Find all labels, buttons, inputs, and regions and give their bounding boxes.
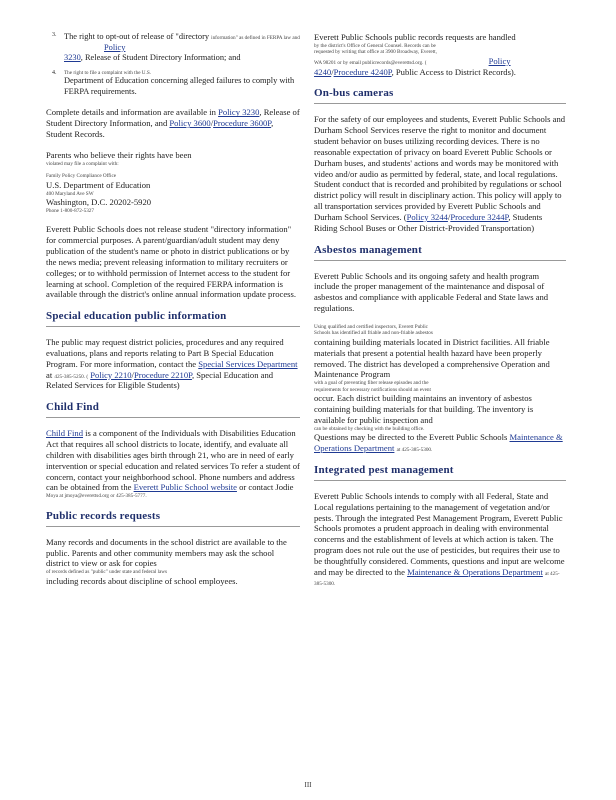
policy-4240-link[interactable]: Policy	[488, 55, 511, 66]
child-find-paragraph: Child Find is a component of the Individuals with Disabilities Education Act that requires all school districts to locate, identify, and evaluate all children with disabilities ages birth through 21, who are in need of early intervention or special education and related services To refer a student of concern, contact your neighborhood school. Phone numbers and address can be obtained from the Everett Public School website or contact Jodie Moya at jmoya@everettsd.org or 425-385-5777.	[46, 428, 300, 500]
left-column	[46, 32, 300, 597]
policy-3600-link[interactable]: Policy 3600	[169, 118, 211, 129]
procedure-4240p-link[interactable]: Procedure 4240P	[333, 66, 392, 77]
child-find-heading: Child Find	[46, 401, 300, 418]
policy-3230-link[interactable]: Policy	[104, 42, 126, 52]
public-records-paragraph: Many records and documents in the school district are available to the public. Parents and other community members may ask the school district to view or ask for copies of records defined as "public" under state and federal laws including records about discipline of school employees.	[46, 536, 287, 586]
policy-2210-link[interactable]: Policy 2210	[90, 369, 132, 380]
special-services-link[interactable]: Special Services Department	[198, 358, 298, 369]
rights-list	[46, 32, 300, 97]
on-bus-cameras-heading: On-bus cameras	[314, 87, 566, 104]
asbestos-heading: Asbestos management	[314, 244, 566, 261]
maintenance-operations-link-2[interactable]: Maintenance & Operations Department	[407, 566, 543, 577]
child-find-link[interactable]: Child Find	[46, 428, 84, 439]
asbestos-paragraph: Everett Public Schools and its ongoing safety and health program include the proper management of the maintenance and disposal of asbestos and compliance with applicable Federal and State laws and regulations.	[314, 270, 549, 314]
asbestos-details-paragraph: Using qualified and certified inspectors, Everett Public Schools has identified all friable and non-friable asbestos containing building materials located in District facilities. All friable materials that present a potential health hazard have been properly removed. The district has developed a comprehensive Operation and Maintenance Program with a goal of preventing fiber release episodes and the requirements for necessary notifications should an event occur. Each district building maintains an inventory of asbestos containing building materials for that building. The inventory is available for public inspection and can be obtained by checking with the building office. Questions may be directed to the Everett Public Schools Maintenance & Operations Department at 425-385-5300.	[314, 323, 563, 454]
public-records-heading: Public records requests	[46, 510, 300, 527]
directory-info-paragraph: Everett Public Schools does not release student "directory information" for commercial purposes. A parent/guardian/adult student may deny publication of the student's name or photo in district publications or by the news media; prevent releasing information to military recruiters or colleges; or to withhold permission of Internet access to the student for learning at school. Completion of the required FERPA information is available through the district's online annual information update process.	[46, 224, 296, 300]
special-education-paragraph: The public may request district policies, procedures and any required evaluations, plans and reports relating to Part B Special Education Program. For more information, contact the Special Services Department at 425-385-5250. ( Policy 2210/Procedure 2210P, Special Education and Related Services for Eligible Students)	[46, 337, 298, 391]
policy-3244-link[interactable]: Policy 3244	[406, 211, 448, 222]
pest-management-heading: Integrated pest management	[314, 464, 566, 481]
complaint-address: Family Policy Compliance Office U.S. Department of Education 400 Maryland Ave SW Washington, D.C. 20202-5920 Phone 1-800-872-5327	[46, 173, 152, 214]
procedure-3600p-link[interactable]: Procedure 3600P	[213, 118, 272, 129]
on-bus-cameras-paragraph: For the safety of our employees and students, Everett Public Schools and Durham School Services reserve the right to monitor and document student behavior on buses utilizing recording devices. There is no reasonable expectation of privacy on board Everett Public Schools or Durham buses, and students' actions and words may be monitored with video and/or audio as permitted by federal, state, and local regulations. Student conduct that is recorded and prohibited by regulations or school district policy will result in disciplinary action. This policy will apply to all transportation services provided by Everett Public Schools and Durham School Services. (Policy 3244/Procedure 3244P, Students Riding School Buses or Other District-Provided Transportation)	[314, 114, 566, 233]
procedure-2210p-link[interactable]: Procedure 2210P	[133, 369, 192, 380]
rights-item-3: 3. The right to opt-out of release of "directory information" as defined in FERPA law and Policy 3230, Release of Student Directory Information; and	[52, 32, 300, 63]
pest-management-paragraph: Everett Public Schools intends to comply with all Federal, State and Local regulations pertaining to the management of vegetation and/or pests. Through the integrated Pest Management Program, Everett Public Schools promotes a prudent approach in dealing with environmental concerns and the establishment of levels at which action is taken. The program does not rule out the use of pesticides, but requires their use to be thoughtfully considered. Comments, questions and input are welcome and may be directed to the Maintenance & Operations Department at 425-385-5300.	[314, 490, 565, 588]
eps-website-link[interactable]: Everett Public School website	[133, 482, 237, 493]
policy-3230-number-link[interactable]: 3230	[64, 53, 81, 63]
policy-3230-link-2[interactable]: Policy 3230	[218, 107, 260, 118]
special-education-heading: Special education public information	[46, 310, 300, 327]
complete-details-paragraph: Complete details and information are available in Policy 3230, Release of Student Directory Information, and Policy 3600/Procedure 3600P, Student Records.	[46, 107, 300, 140]
page-number: III	[304, 781, 312, 789]
procedure-3244p-link[interactable]: Procedure 3244P	[450, 211, 509, 222]
right-column	[314, 32, 566, 598]
parents-paragraph: Parents who believe their rights have been violated may file a complaint with:	[46, 149, 192, 167]
policy-4240-number-link[interactable]: 4240	[314, 66, 332, 77]
maintenance-operations-link[interactable]: Maintenance & Operations Department	[314, 432, 563, 454]
item-number: 3.	[52, 32, 57, 38]
records-requests-paragraph: Everett Public Schools public records requests are handled by the district's Office of General Counsel. Records can be requested by writing that office at 3900 Broadway, Everett, WA 98201 or by email publicrecords@everettsd.org. ( Policy 4240/Procedure 4240P, Public Access to District Records).	[314, 32, 516, 77]
rights-item-4: 4. The right to file a complaint with the U.S. Department of Education concerning alleged failures to comply with FERPA requirements.	[52, 69, 295, 96]
